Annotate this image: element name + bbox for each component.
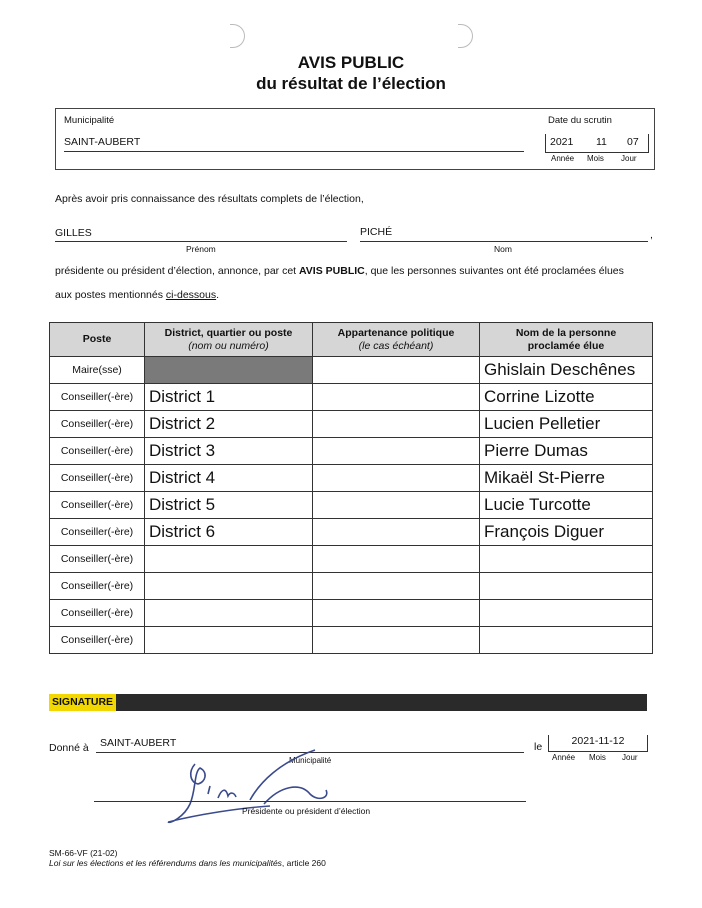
district-cell[interactable]: District 3 bbox=[145, 438, 313, 465]
announcement-text-1: présidente ou président d’élection, annonce, par cet bbox=[55, 265, 299, 277]
announcement-underlined: ci-dessous bbox=[165, 289, 217, 301]
header-party-title: Appartenance politique bbox=[337, 326, 455, 339]
poste-cell: Conseiller(-ère) bbox=[50, 546, 145, 573]
header-district-title: District, quartier ou poste bbox=[164, 326, 293, 339]
poste-cell: Conseiller(-ère) bbox=[50, 411, 145, 438]
table-row bbox=[50, 357, 653, 384]
table-row bbox=[50, 492, 653, 519]
table-row bbox=[50, 438, 653, 465]
given-at-value: SAINT-AUBERT bbox=[100, 737, 177, 749]
punch-hole-left bbox=[230, 24, 245, 48]
elected-name-cell[interactable]: Corrine Lizotte bbox=[480, 384, 653, 411]
header-district-sub: (nom ou numéro) bbox=[188, 339, 269, 352]
district-cell[interactable]: District 4 bbox=[145, 465, 313, 492]
date-month: 11 bbox=[596, 136, 607, 148]
party-cell[interactable] bbox=[313, 357, 480, 384]
table-row bbox=[50, 411, 653, 438]
table-row bbox=[50, 627, 653, 654]
sig-date-day-caption: Jour bbox=[622, 753, 638, 762]
date-month-caption: Mois bbox=[587, 154, 604, 163]
district-cell[interactable]: District 6 bbox=[145, 519, 313, 546]
announcement-line2 bbox=[55, 289, 219, 301]
header-district bbox=[145, 323, 313, 357]
announcement-text-2: , que les personnes suivantes ont été proclamées élues bbox=[364, 265, 624, 277]
signature-date: 2021-11-12 bbox=[571, 735, 625, 747]
poste-cell: Conseiller(-ère) bbox=[50, 600, 145, 627]
signature-municipality-caption: Municipalité bbox=[289, 756, 332, 765]
district-cell[interactable]: District 5 bbox=[145, 492, 313, 519]
district-cell[interactable] bbox=[145, 600, 313, 627]
header-poste: Poste bbox=[50, 323, 145, 357]
signer-line bbox=[94, 800, 526, 802]
intro-text: Après avoir pris connaissance des résultats complets de l’élection, bbox=[55, 193, 364, 205]
party-cell[interactable] bbox=[313, 384, 480, 411]
le-label: le bbox=[534, 741, 543, 753]
party-cell[interactable] bbox=[313, 519, 480, 546]
elected-name-cell[interactable] bbox=[480, 600, 653, 627]
sig-date-year-caption: Année bbox=[552, 753, 576, 762]
date-field[interactable] bbox=[545, 134, 649, 153]
table-row bbox=[50, 465, 653, 492]
table-row bbox=[50, 384, 653, 411]
sig-date-month-caption: Mois bbox=[589, 753, 606, 762]
party-cell[interactable] bbox=[313, 600, 480, 627]
date-label: Date du scrutin bbox=[548, 115, 612, 126]
municipality-field[interactable] bbox=[64, 136, 524, 152]
punch-hole-right bbox=[458, 24, 473, 48]
results-table bbox=[49, 322, 653, 654]
party-cell[interactable] bbox=[313, 627, 480, 654]
party-cell[interactable] bbox=[313, 492, 480, 519]
officer-first-name: GILLES bbox=[55, 227, 92, 239]
signature-section-label: SIGNATURE bbox=[49, 694, 116, 711]
elected-name-cell[interactable]: François Diguer bbox=[480, 519, 653, 546]
table-row bbox=[50, 573, 653, 600]
district-cell[interactable]: District 2 bbox=[145, 411, 313, 438]
table-row bbox=[50, 519, 653, 546]
header-party-sub: (le cas échéant) bbox=[358, 339, 434, 352]
officer-first-name-field[interactable] bbox=[55, 227, 347, 242]
announcement-text-3: aux postes mentionnés bbox=[55, 289, 166, 301]
title-line1: AVIS PUBLIC bbox=[297, 53, 405, 72]
law-reference bbox=[49, 858, 326, 868]
table-row bbox=[50, 546, 653, 573]
signature-bar bbox=[49, 694, 647, 711]
given-at-label: Donné à bbox=[49, 742, 89, 754]
poste-cell: Conseiller(-ère) bbox=[50, 438, 145, 465]
district-cell[interactable] bbox=[145, 546, 313, 573]
elected-name-cell[interactable]: Mikaël St-Pierre bbox=[480, 465, 653, 492]
district-cell[interactable] bbox=[145, 627, 313, 654]
law-title: Loi sur les élections et les référendums dans les municipalités bbox=[49, 858, 282, 868]
elected-name-cell[interactable]: Ghislain Deschênes bbox=[480, 357, 653, 384]
date-day: 07 bbox=[627, 136, 639, 148]
table-header-row bbox=[50, 323, 653, 357]
municipality-value: SAINT-AUBERT bbox=[64, 136, 141, 148]
last-name-caption: Nom bbox=[494, 244, 512, 254]
poste-cell: Conseiller(-ère) bbox=[50, 492, 145, 519]
date-year: 2021 bbox=[550, 136, 574, 148]
handwritten-signature bbox=[160, 742, 360, 830]
elected-name-cell[interactable] bbox=[480, 627, 653, 654]
signer-caption: Présidente ou président d’élection bbox=[242, 806, 371, 816]
district-cell[interactable] bbox=[145, 357, 313, 384]
party-cell[interactable] bbox=[313, 546, 480, 573]
party-cell[interactable] bbox=[313, 411, 480, 438]
elected-name-cell[interactable]: Lucien Pelletier bbox=[480, 411, 653, 438]
party-cell[interactable] bbox=[313, 438, 480, 465]
date-day-caption: Jour bbox=[621, 154, 637, 163]
announcement-period: . bbox=[216, 289, 220, 301]
poste-cell: Conseiller(-ère) bbox=[50, 627, 145, 654]
poste-cell: Maire(sse) bbox=[50, 357, 145, 384]
municipality-label: Municipalité bbox=[64, 115, 115, 126]
elected-name-cell[interactable] bbox=[480, 546, 653, 573]
officer-last-name-field[interactable] bbox=[360, 226, 648, 242]
district-cell[interactable] bbox=[145, 573, 313, 600]
elected-name-cell[interactable]: Pierre Dumas bbox=[480, 438, 653, 465]
poste-cell: Conseiller(-ère) bbox=[50, 573, 145, 600]
elected-name-cell[interactable] bbox=[480, 573, 653, 600]
announcement-bold: AVIS PUBLIC bbox=[299, 265, 365, 277]
district-cell[interactable]: District 1 bbox=[145, 384, 313, 411]
elected-name-cell[interactable]: Lucie Turcotte bbox=[480, 492, 653, 519]
signature-date-field[interactable] bbox=[548, 735, 648, 752]
date-year-caption: Année bbox=[551, 154, 575, 163]
party-cell[interactable] bbox=[313, 465, 480, 492]
table-row bbox=[50, 600, 653, 627]
poste-cell: Conseiller(-ère) bbox=[50, 384, 145, 411]
first-name-caption: Prénom bbox=[186, 244, 216, 254]
header-name: Nom de la personne proclamée élue bbox=[480, 323, 653, 357]
poste-cell: Conseiller(-ère) bbox=[50, 465, 145, 492]
header-party bbox=[313, 323, 480, 357]
title-line2: du résultat de l’élection bbox=[256, 74, 446, 93]
law-article: , article 260 bbox=[281, 858, 326, 868]
comma: , bbox=[650, 229, 653, 241]
officer-last-name: PICHÉ bbox=[360, 226, 393, 238]
poste-cell: Conseiller(-ère) bbox=[50, 519, 145, 546]
party-cell[interactable] bbox=[313, 573, 480, 600]
form-code: SM-66-VF (21-02) bbox=[49, 848, 118, 858]
announcement-line1 bbox=[55, 265, 665, 277]
